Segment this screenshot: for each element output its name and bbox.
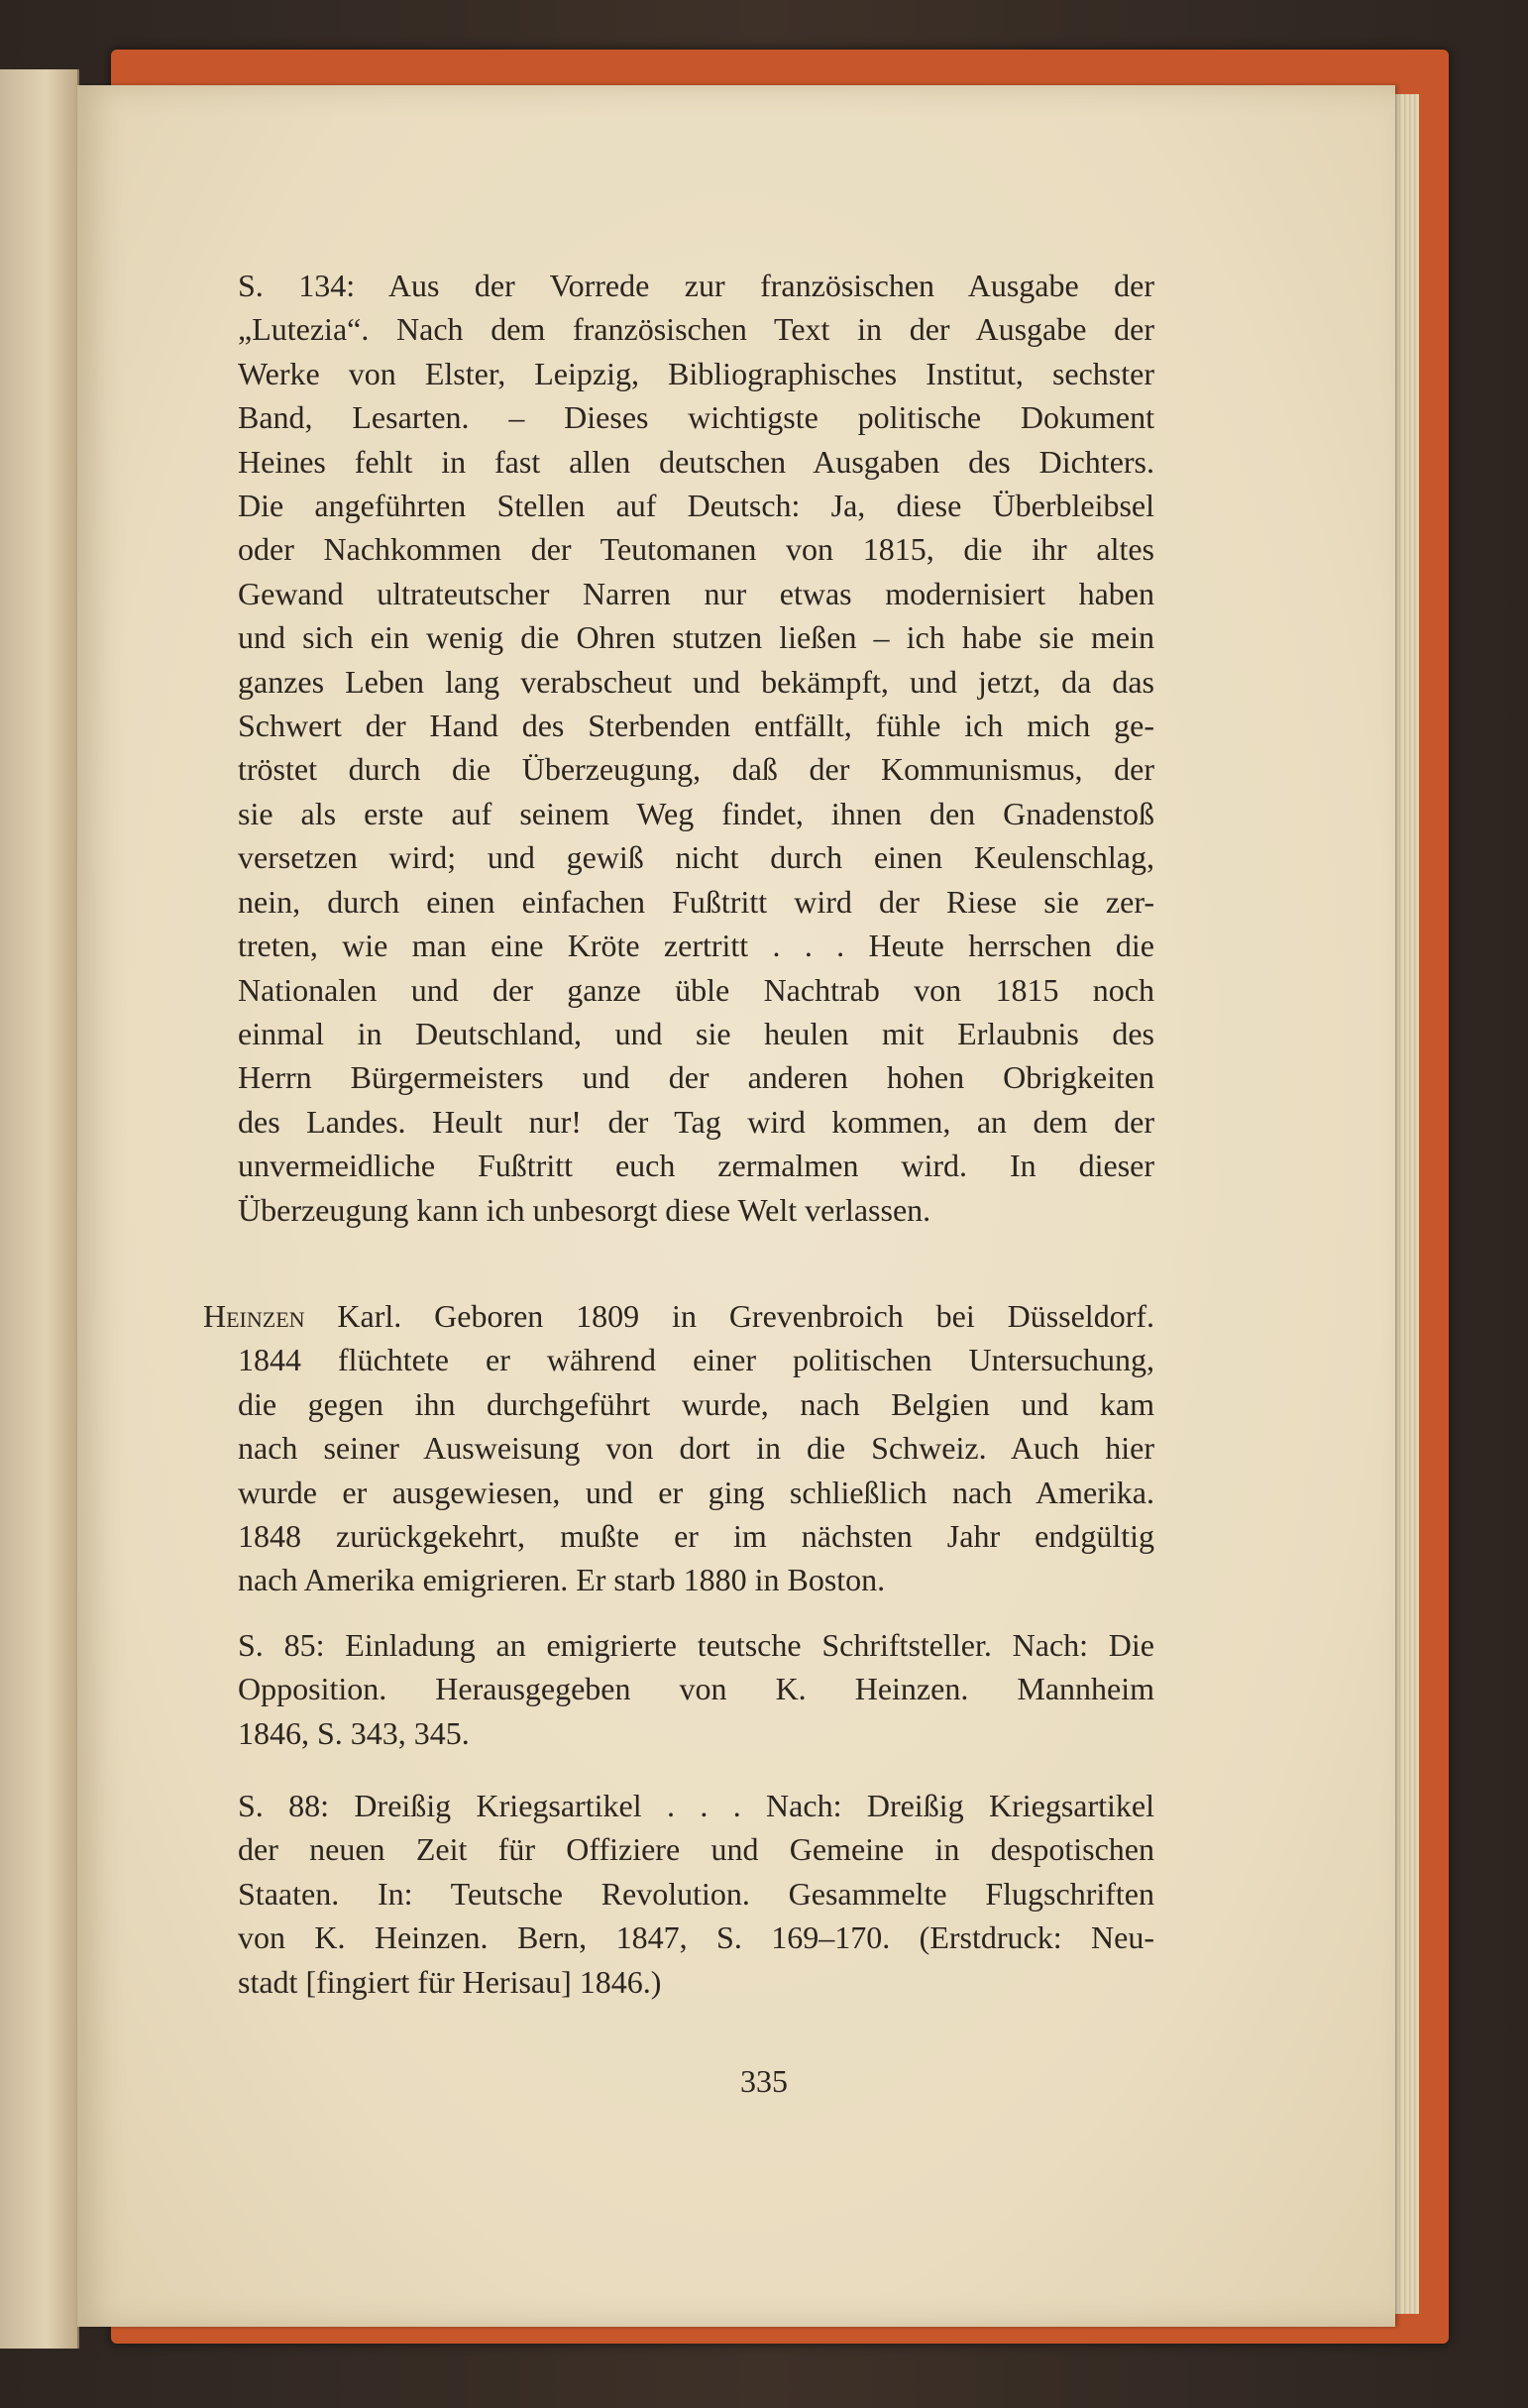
- text-line: nein, durch einen einfachen Fußtritt wird der Riese sie zer-: [238, 883, 1154, 920]
- text-line: der neuen Zeit für Offiziere und Gemeine in despotischen: [238, 1831, 1154, 1868]
- text-line: die gegen ihn durchgeführt wurde, nach Belgien und kam: [238, 1385, 1154, 1422]
- entry-first-line: [203, 1294, 1154, 1338]
- text-line: treten, wie man eine Kröte zertritt . . . Heute herrschen die: [238, 928, 1154, 964]
- text-line: Staaten. In: Teutsche Revolution. Gesammelte Flugschriften: [238, 1875, 1154, 1912]
- text-line: sie als erste auf seinem Weg findet, ihnen den Gnadenstoß: [238, 795, 1154, 831]
- text-line: stadt [fingiert für Herisau] 1846.): [238, 1963, 662, 2000]
- text-line: 1848 zurückgekehrt, mußte er im nächsten Jahr endgültig: [238, 1518, 1154, 1555]
- text-line: wurde er ausgewiesen, und er ging schließlich nach Amerika.: [238, 1474, 1154, 1510]
- page-number: 335: [740, 2063, 788, 2099]
- text-line: einmal in Deutschland, und sie heulen mit Erlaubnis des: [238, 1015, 1154, 1051]
- entry-name: Heinzen: [203, 1298, 305, 1334]
- paragraph-lutezia: [238, 264, 1154, 1232]
- text-line: „Lutezia“. Nach dem französischen Text in der Ausgabe der: [238, 311, 1154, 348]
- text-line: Karl. Geboren 1809 in Grevenbroich bei Düsseldorf.: [337, 1298, 1155, 1334]
- text-line: S. 85: Einladung an emigrierte teutsche Schriftsteller. Nach: Die: [238, 1627, 1154, 1663]
- text-line: nach seiner Ausweisung von dort in die Schweiz. Auch hier: [238, 1430, 1154, 1467]
- text-line: Die angeführten Stellen auf Deutsch: Ja, diese Überbleibsel: [238, 488, 1154, 524]
- text-line: versetzen wird; und gewiß nicht durch einen Keulenschlag,: [238, 839, 1154, 876]
- text-line: S. 88: Dreißig Kriegsartikel . . . Nach: Dreißig Kriegsartikel: [238, 1788, 1154, 1823]
- text-line: 1846, S. 343, 345.: [238, 1714, 470, 1751]
- text-line: nach Amerika emigrieren. Er starb 1880 in Boston.: [238, 1562, 886, 1598]
- text-line: Opposition. Herausgegeben von K. Heinzen. Mannheim: [238, 1671, 1154, 1707]
- text-line: Heines fehlt in fast allen deutschen Ausgaben des Dichters.: [238, 443, 1154, 480]
- text-line: von K. Heinzen. Bern, 1847, S. 169–170. (Erstdruck: Neu-: [238, 1919, 1154, 1956]
- text-line: Schwert der Hand des Sterbenden entfällt, fühle ich mich ge-: [238, 708, 1154, 744]
- text-line: und sich ein wenig die Ohren stutzen ließen – ich habe sie mein: [238, 619, 1154, 656]
- text-line: Band, Lesarten. – Dieses wichtigste politische Dokument: [238, 399, 1154, 436]
- facing-page-edge: [0, 69, 79, 2349]
- text-line: S. 134: Aus der Vorrede zur französischen Ausgabe der: [238, 268, 1154, 303]
- text-line: Werke von Elster, Leipzig, Bibliographisches Institut, sechster: [238, 355, 1154, 391]
- text-line: 1844 flüchtete er während einer politischen Untersuchung,: [238, 1342, 1154, 1378]
- paragraph-einladung: [238, 1623, 1154, 1755]
- entry-heinzen: [203, 1294, 1154, 1602]
- text-line: Gewand ultrateutscher Narren nur etwas modernisiert haben: [238, 575, 1154, 611]
- text-line: oder Nachkommen der Teutomanen von 1815, die ihr altes: [238, 531, 1154, 568]
- paragraph-kriegsartikel: [238, 1784, 1154, 2004]
- text-line: Nationalen und der ganze üble Nachtrab von 1815 noch: [238, 971, 1154, 1008]
- text-line: tröstet durch die Überzeugung, daß der Kommunismus, der: [238, 751, 1154, 788]
- text-line: unvermeidliche Fußtritt euch zermalmen wird. In dieser: [238, 1148, 1154, 1184]
- text-line: Überzeugung kann ich unbesorgt diese Welt verlassen.: [238, 1191, 931, 1228]
- text-line: ganzes Leben lang verabscheut und bekämpft, und jetzt, da das: [238, 663, 1154, 700]
- text-line: des Landes. Heult nur! der Tag wird kommen, an dem der: [238, 1103, 1154, 1140]
- text-line: Herrn Bürgermeisters und der anderen hohen Obrigkeiten: [238, 1059, 1154, 1096]
